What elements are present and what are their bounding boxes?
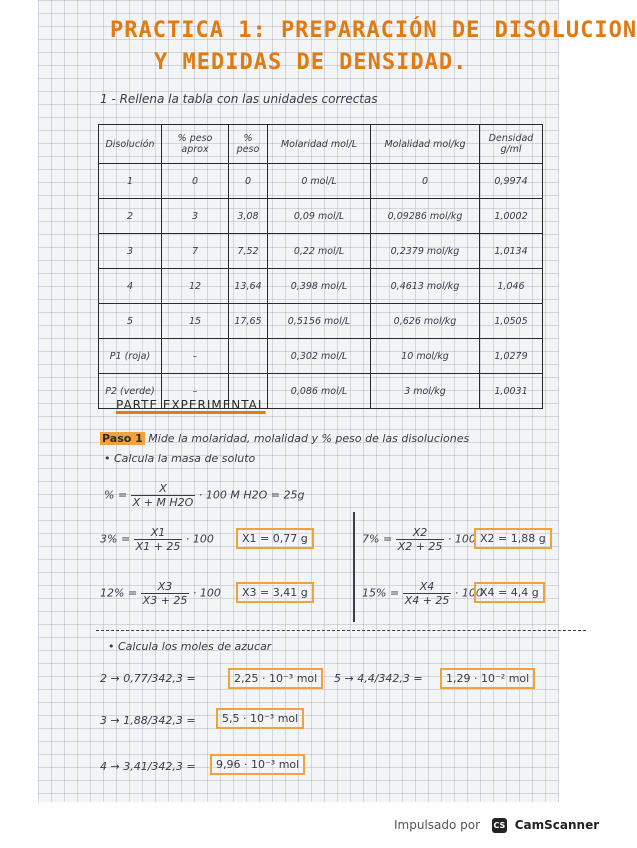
- table-cell: 0: [162, 164, 229, 199]
- eq-den: X1 + 25: [135, 540, 181, 553]
- col-header: % peso: [229, 125, 268, 164]
- table-cell: 0,2379 mol/kg: [371, 234, 480, 269]
- table-row: [99, 164, 543, 199]
- eq-lhs: 3% =: [100, 532, 131, 546]
- eq-fraction: [141, 580, 190, 607]
- footer-brand: CamScanner: [514, 818, 600, 832]
- table-cell: 0,302 mol/L: [268, 339, 371, 374]
- table-cell: 0: [371, 164, 480, 199]
- eq-result: X1 = 0,77 g: [236, 528, 314, 549]
- table-cell: 1,0279: [480, 339, 543, 374]
- table-cell: 10 mol/kg: [371, 339, 480, 374]
- step-heading: [100, 432, 469, 445]
- table-cell: [229, 339, 268, 374]
- section-title: PARTE EXPERIMENTAL: [116, 398, 266, 412]
- moles-result: 2,25 · 10⁻³ mol: [228, 668, 323, 689]
- table-cell: 0,086 mol/L: [268, 374, 371, 409]
- table-cell: 0,5156 mol/L: [268, 304, 371, 339]
- table-cell: 5: [99, 304, 162, 339]
- table-row: [99, 339, 543, 374]
- table-cell: 3,08: [229, 199, 268, 234]
- col-header: Molalidad mol/kg: [371, 125, 480, 164]
- table-cell: 2: [99, 199, 162, 234]
- calc-mass-label: • Calcula la masa de soluto: [104, 452, 256, 465]
- moles-result: 1,29 · 10⁻² mol: [440, 668, 535, 689]
- moles-result: 9,96 · 10⁻³ mol: [210, 754, 305, 775]
- step-tag: Paso 1: [102, 432, 143, 445]
- table-cell: 0,22 mol/L: [268, 234, 371, 269]
- table-cell: 0,626 mol/kg: [371, 304, 480, 339]
- table-row: [99, 199, 543, 234]
- moles-lhs: 2 → 0,77/342,3 =: [100, 672, 196, 685]
- table-cell: –: [162, 374, 229, 409]
- moles-result: 5,5 · 10⁻³ mol: [216, 708, 304, 729]
- table-cell: 0 mol/L: [268, 164, 371, 199]
- table-cell: 0,398 mol/L: [268, 269, 371, 304]
- table-row: [99, 234, 543, 269]
- formula-num: X: [131, 482, 196, 496]
- eq-num: X3: [141, 580, 190, 594]
- table-cell: 0,4613 mol/kg: [371, 269, 480, 304]
- table-cell: 0,9974: [480, 164, 543, 199]
- equation: [362, 526, 476, 553]
- table-cell: 1,0505: [480, 304, 543, 339]
- table-cell: 12: [162, 269, 229, 304]
- eq-den: X4 + 25: [404, 594, 450, 607]
- table-cell: 15: [162, 304, 229, 339]
- table-cell: 1: [99, 164, 162, 199]
- table-cell: 7: [162, 234, 229, 269]
- eq-lhs: 7% =: [362, 532, 393, 546]
- table-cell: P2 (verde): [99, 374, 162, 409]
- col-header: % peso aprox: [162, 125, 229, 164]
- moles-lhs: 4 → 3,41/342,3 =: [100, 760, 196, 773]
- eq-result: X4 = 4,4 g: [474, 582, 545, 603]
- table-cell: 7,52: [229, 234, 268, 269]
- eq-lhs: 15% =: [362, 586, 400, 600]
- moles-lhs: 3 → 1,88/342,3 =: [100, 714, 196, 727]
- table-row: [99, 304, 543, 339]
- page-title-line1: PRACTICA 1: PREPARACIÓN DE DISOLUCION: [110, 18, 637, 43]
- formula-lhs: % =: [104, 488, 128, 502]
- col-header: Densidad g/ml: [480, 125, 543, 164]
- general-formula: [104, 482, 304, 509]
- eq-num: X2: [396, 526, 445, 540]
- eq-mul: · 100: [185, 532, 214, 546]
- moles-lhs: 5 → 4,4/342,3 =: [334, 672, 423, 685]
- eq-num: X1: [134, 526, 183, 540]
- table-cell: –: [162, 339, 229, 374]
- footer-text: Impulsado por: [394, 818, 481, 832]
- table-cell: 1,0002: [480, 199, 543, 234]
- table-cell: 1,046: [480, 269, 543, 304]
- eq-mul: · 100: [454, 586, 483, 600]
- table-cell: P1 (roja): [99, 339, 162, 374]
- step-text: Mide la molaridad, molalidad y % peso de las disoluciones: [148, 432, 470, 445]
- table-header-row: [99, 125, 543, 164]
- table-cell: 13,64: [229, 269, 268, 304]
- calc-moles-label: • Calcula los moles de azucar: [108, 640, 272, 653]
- table-cell: 17,65: [229, 304, 268, 339]
- eq-den: X3 + 25: [142, 594, 188, 607]
- col-header: Disolución: [99, 125, 162, 164]
- eq-fraction: [134, 526, 183, 553]
- table-cell: 3 mol/kg: [371, 374, 480, 409]
- notebook-page: [38, 0, 637, 802]
- eq-fraction: [403, 580, 452, 607]
- equation: [100, 526, 214, 553]
- table-cell: 3: [162, 199, 229, 234]
- eq-num: X4: [403, 580, 452, 594]
- formula-den: X + M H2O: [132, 496, 194, 509]
- eq-mul: · 100: [447, 532, 476, 546]
- formula-rhs: · 100 M H2O = 25g: [198, 488, 305, 502]
- eq-fraction: [396, 526, 445, 553]
- table-cell: 1,0134: [480, 234, 543, 269]
- table-row: [99, 269, 543, 304]
- equation: [362, 580, 483, 607]
- table-cell: 4: [99, 269, 162, 304]
- formula-fraction: [131, 482, 196, 509]
- eq-result: X2 = 1,88 g: [474, 528, 552, 549]
- table-cell: 0,09 mol/L: [268, 199, 371, 234]
- page-title-line2: Y MEDIDAS DE DENSIDAD.: [154, 50, 468, 75]
- table-cell: 0: [229, 164, 268, 199]
- eq-den: X2 + 25: [397, 540, 443, 553]
- camscanner-watermark: [394, 818, 599, 833]
- eq-result: X3 = 3,41 g: [236, 582, 314, 603]
- eq-mul: · 100: [192, 586, 221, 600]
- equation: [100, 580, 221, 607]
- col-header: Molaridad mol/L: [268, 125, 371, 164]
- camscanner-logo-icon: CS: [492, 818, 507, 833]
- eq-lhs: 12% =: [100, 586, 138, 600]
- instruction-text: 1 - Rellena la tabla con las unidades correctas: [100, 92, 378, 106]
- density-table: [98, 124, 543, 409]
- table-cell: 0,09286 mol/kg: [371, 199, 480, 234]
- table-cell: 1,0031: [480, 374, 543, 409]
- divider-dashed: [96, 630, 586, 631]
- divider: [353, 512, 355, 622]
- table-cell: 3: [99, 234, 162, 269]
